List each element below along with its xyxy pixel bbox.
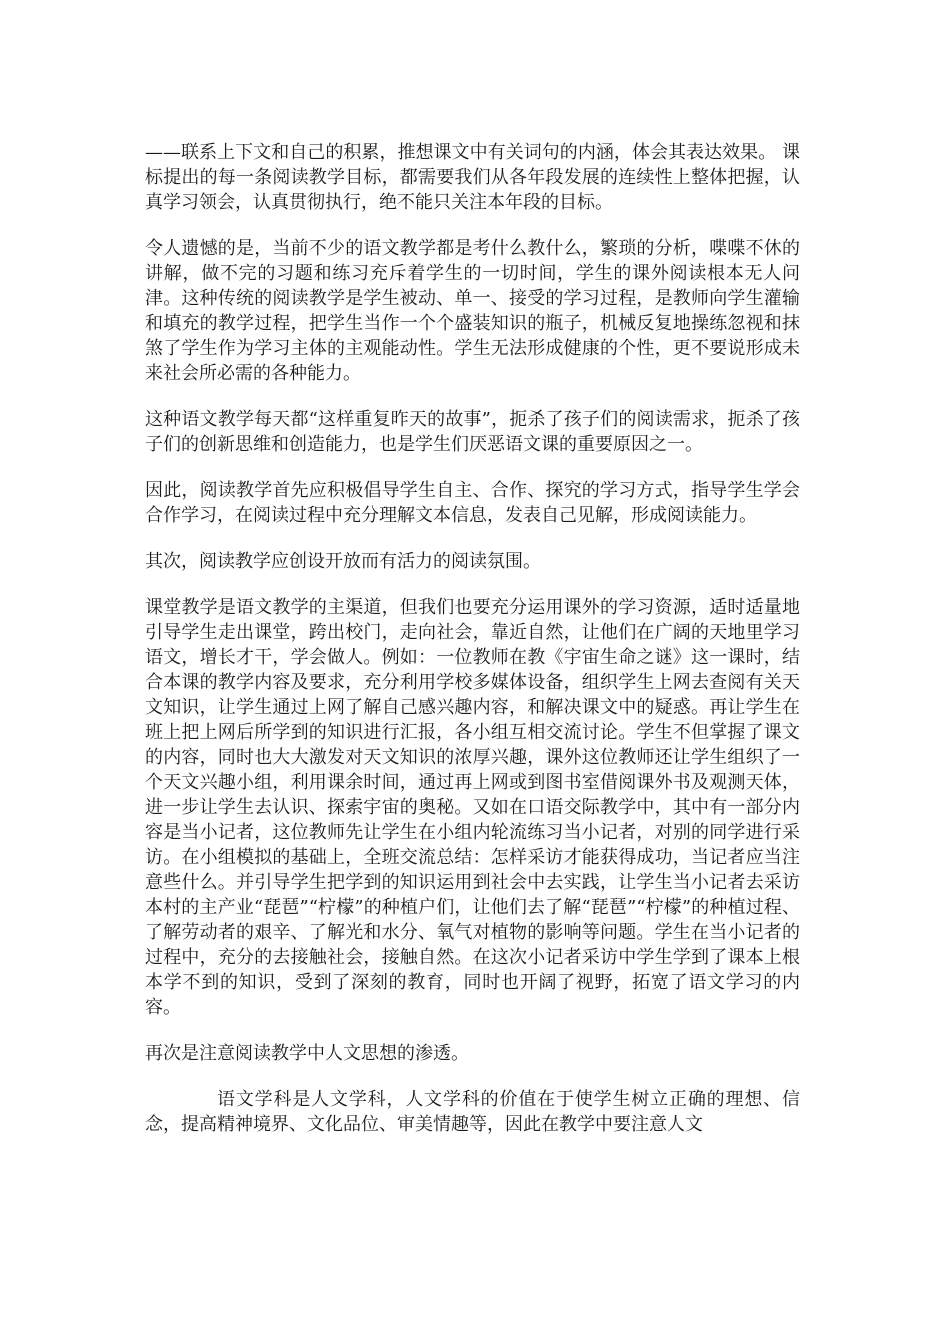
paragraph-1: ——联系上下文和自己的积累，推想课文中有关词句的内涵，体会其表达效果。 课标提出的每一条阅读教学目标，都需要我们从各年段发展的连续性上整体把握，认真学习领会，认真贯彻执行，绝不能只关注本年段的目标。 (145, 142, 800, 213)
paragraph-3: 这种语文教学每天都“这样重复昨天的故事”，扼杀了孩子们的阅读需求，扼杀了孩子们的创新思维和创造能力，也是学生们厌恶语文课的重要原因之一。 (145, 409, 800, 455)
paragraph-2: 令人遗憾的是，当前不少的语文教学都是考什么教什么，繁琐的分析，喋喋不休的讲解，做不完的习题和练习充斥着学生的一切时间，学生的课外阅读根本无人问津。这种传统的阅读教学是学生被动、单一、接受的学习过程，是教师向学生灌输和填充的教学过程，把学生当作一个个盛装知识的瓶子，机械反复地操练忽视和抹煞了学生作为学习主体的主观能动性。学生无法形成健康的个性，更不要说形成未来社会所必需的各种能力。 (145, 238, 800, 384)
paragraph-4: 因此，阅读教学首先应积极倡导学生自主、合作、探究的学习方式，指导学生学会合作学习，在阅读过程中充分理解文本信息，发表自己见解，形成阅读能力。 (145, 480, 800, 526)
paragraph-5: 其次，阅读教学应创设开放而有活力的阅读氛围。 (145, 551, 541, 572)
document-body (145, 140, 800, 1158)
paragraph-8: 语文学科是人文学科，人文学科的价值在于使学生树立正确的理想、信念，提高精神境界、文化品位、审美情趣等，因此在教学中要注意人文 (145, 1089, 800, 1135)
paragraph-6: 课堂教学是语文教学的主渠道，但我们也要充分运用课外的学习资源，适时适量地引导学生走出课堂，跨出校门，走向社会，靠近自然，让他们在广阔的天地里学习语文，增长才干，学会做人。例如：一位教师在教《宇宙生命之谜》这一课时，结合本课的教学内容及要求，充分利用学校多媒体设备，组织学生上网去查阅有关天文知识，让学生通过上网了解自己感兴趣内容，和解决课文中的疑惑。再让学生在班上把上网后所学到的知识进行汇报，各小组互相交流讨论。学生不但掌握了课文的内容，同时也大大激发对天文知识的浓厚兴趣，课外这位教师还让学生组织了一个天文兴趣小组，利用课余时间，通过再上网或到图书室借阅课外书及观测天体，进一步让学生去认识、探索宇宙的奥秘。又如在口语交际教学中，其中有一部分内容是当小记者，这位教师先让学生在小组内轮流练习当小记者，对别的同学进行采访。在小组模拟的基础上，全班交流总结：怎样采访才能获得成功，当记者应当注意些什么。并引导学生把学到的知识运用到社会中去实践，让学生当小记者去采访本村的主产业“琵琶”“柠檬”的种植户们，让他们去了解“琵琶”“柠檬”的种植过程、了解劳动者的艰辛、了解光和水分、氧气对植物的影响等问题。学生在当小记者的过程中，充分的去接触社会，接触自然。在这次小记者采访中学生学到了课本上根本学不到的知识，受到了深刻的教育，同时也开阔了视野，拓宽了语文学习的内容。 (145, 597, 800, 1018)
paragraph-7: 再次是注意阅读教学中人文思想的渗透。 (145, 1043, 469, 1064)
